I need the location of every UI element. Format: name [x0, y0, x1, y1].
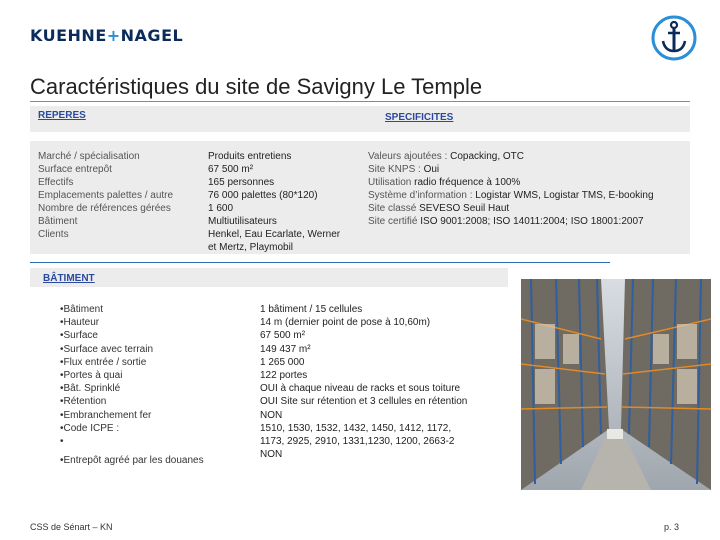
specificite-label: Utilisation	[368, 177, 412, 188]
reperes-label: Bâtiment	[38, 216, 78, 227]
reperes-value: 1 600	[208, 203, 234, 214]
reperes-value: 165 personnes	[208, 177, 275, 188]
spacer	[60, 435, 204, 448]
warehouse-photo	[521, 279, 711, 490]
batiment-value: OUI à chaque niveau de racks et sous toiture	[260, 383, 461, 395]
specificite-item	[368, 150, 654, 163]
footer-source: CSS de Sénart – KN	[30, 522, 113, 532]
specificite-value: radio fréquence à 100%	[414, 177, 521, 188]
reperes-value: Henkel, Eau Ecarlate, Werner	[208, 229, 341, 240]
specificite-value: SEVESO Seuil Haut	[419, 203, 510, 214]
batiment-header: BÂTIMENT	[43, 273, 95, 284]
reperes-label: Clients	[38, 229, 69, 240]
batiment-values	[260, 303, 467, 461]
batiment-bullet: • Portes à quai	[60, 369, 204, 382]
batiment-value: 1 265 000	[260, 356, 305, 368]
batiment-bullet: • Entrepôt agréé par les douanes	[60, 454, 204, 467]
batiment-bullets	[60, 303, 204, 467]
batiment-value: 122 portes	[260, 370, 308, 382]
specificite-item	[368, 163, 654, 176]
batiment-bullet: • Bâtiment	[60, 303, 204, 316]
reperes-label: Marché / spécialisation	[38, 151, 140, 162]
specificites-list	[368, 150, 654, 228]
page-number: p. 3	[664, 522, 680, 532]
specificite-value: Copacking, OTC	[450, 151, 525, 162]
batiment-value: NON	[260, 409, 283, 421]
batiment-bullet: • Hauteur	[60, 316, 204, 329]
specificite-label: Site KNPS :	[368, 164, 421, 175]
reperes-value: et Mertz, Playmobil	[208, 242, 294, 253]
specificites-header: SPECIFICITES	[385, 112, 454, 123]
reperes-values	[208, 150, 340, 254]
batiment-value: 1173, 2925, 2910, 1331,1230, 1200, 2663-2	[260, 436, 455, 448]
batiment-bullet: • Rétention	[60, 395, 204, 408]
batiment-bullet: • Flux entrée / sortie	[60, 356, 204, 369]
batiment-value: 1 bâtiment / 15 cellules	[260, 304, 363, 315]
reperes-header: REPERES	[38, 110, 86, 121]
page-title: Caractéristiques du site de Savigny Le Temple	[30, 74, 483, 99]
specificite-value: ISO 9001:2008; ISO 14011:2004; ISO 18001:2007	[420, 216, 644, 227]
anchor-logo-icon	[651, 15, 697, 61]
batiment-bullet: • Code ICPE :	[60, 422, 204, 435]
batiment-value: OUI Site sur rétention et 3 cellules en rétention	[260, 396, 468, 408]
reperes-value: 76 000 palettes (80*120)	[208, 190, 318, 201]
specificite-label: Système d’information :	[368, 190, 473, 201]
reperes-value: Produits entretiens	[208, 151, 292, 162]
batiment-bullet: • Surface	[60, 329, 204, 342]
reperes-label: Surface entrepôt	[38, 164, 112, 175]
specificite-item	[368, 202, 654, 215]
batiment-value: 149 437 m²	[260, 343, 311, 355]
reperes-label: Effectifs	[38, 177, 74, 188]
title-divider	[30, 101, 690, 102]
batiment-value: 67 500 m²	[260, 330, 306, 342]
specificite-label: Site classé	[368, 203, 417, 214]
reperes-labels	[38, 150, 173, 241]
reperes-label: Nombre de références gérées	[38, 203, 171, 214]
batiment-bullet: • Embranchement fer	[60, 409, 204, 422]
section-divider	[30, 262, 610, 263]
reperes-label: Emplacements palettes / autre	[38, 190, 174, 201]
batiment-header-box	[30, 268, 508, 287]
specificite-item	[368, 176, 654, 189]
specificite-label: Site certifié	[368, 216, 418, 227]
company-logo: KUEHNE+NAGEL	[30, 26, 184, 45]
specificite-item	[368, 215, 654, 228]
batiment-value: 1510, 1530, 1532, 1432, 1450, 1412, 1172,	[260, 422, 452, 434]
specificite-label: Valeurs ajoutées :	[368, 151, 448, 162]
batiment-bullet: • Surface avec terrain	[60, 343, 204, 356]
batiment-bullet: • Bât. Sprinklé	[60, 382, 204, 395]
batiment-value: NON	[260, 449, 283, 461]
specificite-value: Logistar WMS, Logistar TMS, E-booking	[475, 190, 654, 201]
batiment-value: 14 m (dernier point de pose à 10,60m)	[260, 317, 431, 329]
specificite-item	[368, 189, 654, 202]
reperes-value: 67 500 m²	[208, 164, 254, 175]
specificite-value: Oui	[423, 164, 440, 175]
reperes-value: Multiutilisateurs	[208, 216, 277, 227]
